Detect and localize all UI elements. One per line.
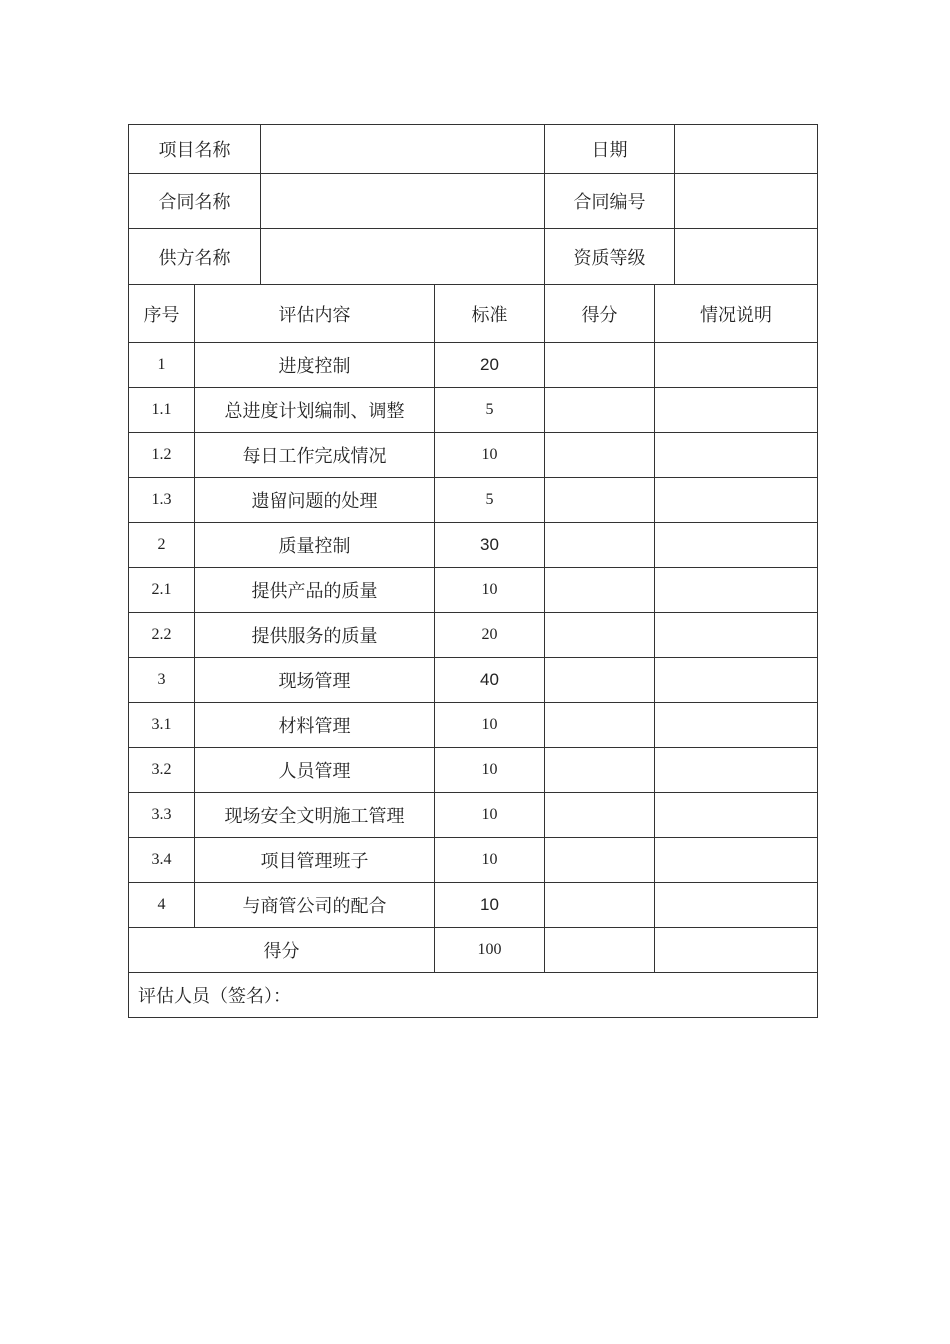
supplier-name-field[interactable] <box>261 229 545 285</box>
row-remarks-field[interactable] <box>655 388 818 433</box>
row-remarks-field[interactable] <box>655 478 818 523</box>
row-no: 1.1 <box>129 388 195 433</box>
qualification-label: 资质等级 <box>545 229 675 285</box>
qualification-field[interactable] <box>675 229 818 285</box>
row-score-field[interactable] <box>545 523 655 568</box>
project-name-field[interactable] <box>261 125 545 174</box>
row-standard: 10 <box>435 703 545 748</box>
row-standard: 10 <box>435 838 545 883</box>
supplier-name-label: 供方名称 <box>129 229 261 285</box>
row-score-field[interactable] <box>545 478 655 523</box>
row-score-field[interactable] <box>545 568 655 613</box>
row-content: 提供服务的质量 <box>195 613 435 658</box>
row-remarks-field[interactable] <box>655 748 818 793</box>
row-score-field[interactable] <box>545 388 655 433</box>
row-content: 质量控制 <box>195 523 435 568</box>
row-content: 现场安全文明施工管理 <box>195 793 435 838</box>
table-row <box>129 613 818 658</box>
total-remarks-field[interactable] <box>655 928 818 973</box>
row-score-field[interactable] <box>545 838 655 883</box>
row-remarks-field[interactable] <box>655 838 818 883</box>
row-no: 1 <box>129 343 195 388</box>
col-header-standard: 标准 <box>435 285 545 343</box>
total-label: 得分 <box>129 928 435 973</box>
row-standard: 5 <box>435 388 545 433</box>
row-remarks-field[interactable] <box>655 523 818 568</box>
contract-name-field[interactable] <box>261 174 545 229</box>
row-score-field[interactable] <box>545 703 655 748</box>
col-header-content: 评估内容 <box>195 285 435 343</box>
table-row <box>129 343 818 388</box>
table-row <box>129 793 818 838</box>
column-header-row <box>129 285 818 343</box>
row-content: 遗留问题的处理 <box>195 478 435 523</box>
row-no: 1.2 <box>129 433 195 478</box>
row-score-field[interactable] <box>545 883 655 928</box>
contract-name-label: 合同名称 <box>129 174 261 229</box>
table-row <box>129 478 818 523</box>
header-row-contract <box>129 174 818 229</box>
row-no: 3 <box>129 658 195 703</box>
table-row <box>129 883 818 928</box>
row-content: 进度控制 <box>195 343 435 388</box>
row-standard: 40 <box>435 658 545 703</box>
row-no: 2.1 <box>129 568 195 613</box>
row-content: 项目管理班子 <box>195 838 435 883</box>
row-content: 现场管理 <box>195 658 435 703</box>
row-score-field[interactable] <box>545 613 655 658</box>
row-standard: 10 <box>435 748 545 793</box>
row-no: 2.2 <box>129 613 195 658</box>
header-row-supplier <box>129 229 818 285</box>
row-standard: 5 <box>435 478 545 523</box>
table-row <box>129 703 818 748</box>
row-score-field[interactable] <box>545 343 655 388</box>
row-no: 2 <box>129 523 195 568</box>
date-label: 日期 <box>545 125 675 174</box>
row-no: 3.3 <box>129 793 195 838</box>
row-content: 与商管公司的配合 <box>195 883 435 928</box>
date-field[interactable] <box>675 125 818 174</box>
row-score-field[interactable] <box>545 658 655 703</box>
row-no: 4 <box>129 883 195 928</box>
row-remarks-field[interactable] <box>655 703 818 748</box>
row-score-field[interactable] <box>545 793 655 838</box>
contract-no-field[interactable] <box>675 174 818 229</box>
evaluator-signature[interactable]: 评估人员（签名）： <box>129 973 818 1018</box>
row-no: 1.3 <box>129 478 195 523</box>
row-remarks-field[interactable] <box>655 613 818 658</box>
header-row-project <box>129 125 818 174</box>
row-remarks-field[interactable] <box>655 658 818 703</box>
row-remarks-field[interactable] <box>655 343 818 388</box>
row-remarks-field[interactable] <box>655 433 818 478</box>
row-no: 3.4 <box>129 838 195 883</box>
row-remarks-field[interactable] <box>655 793 818 838</box>
row-standard: 10 <box>435 883 545 928</box>
row-remarks-field[interactable] <box>655 883 818 928</box>
table-row <box>129 838 818 883</box>
table-row <box>129 388 818 433</box>
row-remarks-field[interactable] <box>655 568 818 613</box>
col-header-score: 得分 <box>545 285 655 343</box>
row-content: 人员管理 <box>195 748 435 793</box>
row-standard: 20 <box>435 613 545 658</box>
col-header-remarks: 情况说明 <box>655 285 818 343</box>
row-content: 提供产品的质量 <box>195 568 435 613</box>
row-content: 材料管理 <box>195 703 435 748</box>
table-row <box>129 568 818 613</box>
evaluation-rows <box>129 343 818 928</box>
row-standard: 10 <box>435 568 545 613</box>
table-row <box>129 433 818 478</box>
row-score-field[interactable] <box>545 748 655 793</box>
table-row <box>129 658 818 703</box>
row-content: 总进度计划编制、调整 <box>195 388 435 433</box>
row-standard: 10 <box>435 433 545 478</box>
row-standard: 10 <box>435 793 545 838</box>
evaluation-form <box>128 124 817 1018</box>
row-no: 3.1 <box>129 703 195 748</box>
col-header-no: 序号 <box>129 285 195 343</box>
total-standard: 100 <box>435 928 545 973</box>
row-score-field[interactable] <box>545 433 655 478</box>
row-no: 3.2 <box>129 748 195 793</box>
table-row <box>129 748 818 793</box>
table-row <box>129 523 818 568</box>
row-content: 每日工作完成情况 <box>195 433 435 478</box>
project-name-label: 项目名称 <box>129 125 261 174</box>
contract-no-label: 合同编号 <box>545 174 675 229</box>
row-standard: 20 <box>435 343 545 388</box>
evaluation-table <box>128 124 818 1018</box>
signature-row <box>129 973 818 1018</box>
total-score-field[interactable] <box>545 928 655 973</box>
row-standard: 30 <box>435 523 545 568</box>
total-row <box>129 928 818 973</box>
